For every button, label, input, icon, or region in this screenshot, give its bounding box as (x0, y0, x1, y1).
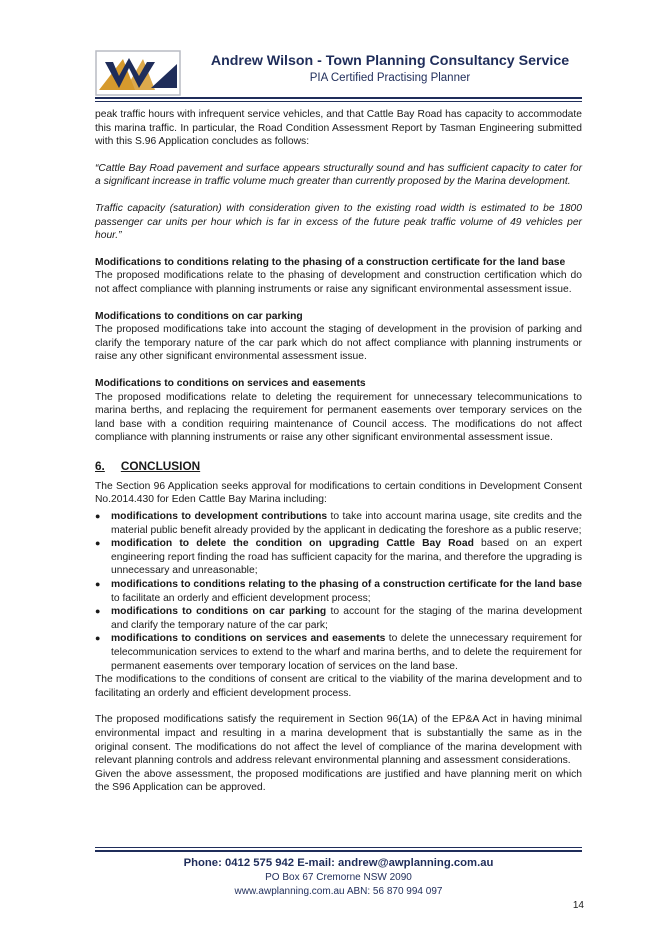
list-item-bold: modification to delete the condition on upgrading Cattle Bay Road (111, 538, 474, 550)
list-item (95, 605, 582, 632)
subheading-services: Modifications to conditions on services and easements (95, 377, 366, 389)
list-item-text: to take into account marina usage, site credits and the material public benefit already provided by the applicant in dedicating the foreshore as a public reserve; (111, 511, 582, 536)
header-rule-thin (95, 101, 582, 102)
list-item-bold: modifications to conditions on services and easements (111, 633, 386, 645)
list-item-text: to facilitate an orderly and efficient development process; (111, 592, 371, 604)
bullet-icon: ● (95, 511, 101, 522)
letterhead-title: Andrew Wilson - Town Planning Consultancy Service (210, 53, 570, 69)
paragraph-critical: The modifications to the conditions of consent are critical to the viability of the marina development and to facilitating an orderly and efficient development process. (95, 674, 582, 699)
footer-address: PO Box 67 Cremorne NSW 2090 (265, 872, 412, 883)
quote-paragraph-2: Traffic capacity (saturation) with consideration given to the existing road width is estimated to be 1800 passenger car units per hour which is far in excess of the future peak traffic volume of 49 vehicles per hour.” (95, 202, 582, 242)
section-heading (95, 458, 582, 474)
bullet-icon: ● (95, 579, 101, 590)
list-item-bold: modifications to development contributions (111, 511, 328, 523)
subheading-phasing: Modifications to conditions relating to the phasing of a construction certificate for the land base (95, 256, 566, 268)
paragraph-phasing: The proposed modifications relate to the phasing of development and construction certification which do not affect compliance with planning instruments or raise any significant environmental assessment issue. (95, 270, 582, 295)
footer (95, 856, 582, 899)
list-item-text: to account for the staging of the marina development and clarify the temporary nature of the car park; (111, 606, 582, 631)
conclusion-intro: The Section 96 Application seeks approval for modifications to certain conditions in Development Consent No.2014.430 for Eden Cattle Bay Marina including: (95, 480, 582, 506)
bullet-icon: ● (95, 606, 101, 617)
list-item-text: to delete the unnecessary requirement for telecommunication services to extend to the wharf and marina berths, and to delete the requirement for permanent easements over temporary location of services on the land base. (111, 633, 582, 672)
paragraph-satisfy: The proposed modifications satisfy the requirement in Section 96(1A) of the EP&A Act in having minimal environmental impact and resulting in a marina development that is substantially the same as in the original consent. The modifications do not affect the level of compliance of the marina development with relevant planning controls and address relevant environmental planning and assessment considerations. (95, 714, 582, 767)
paragraph-car-parking: The proposed modifications take into account the staging of development in the provision of parking and clarify the temporary nature of the car park which do not affect compliance with planning instruments or raise any other significant environmental assessment issue. (95, 324, 582, 363)
header-rule-thick (95, 97, 582, 99)
bullet-icon: ● (95, 633, 101, 644)
letterhead-subtitle: PIA Certified Practising Planner (309, 72, 471, 84)
list-item (95, 632, 582, 673)
intro-paragraph: peak traffic hours with infrequent service vehicles, and that Cattle Bay Road has capacity to accommodate this marina traffic. In particular, the Road Condition Assessment Report by Tasman Engineering submitted with this S.96 Application concludes as follows: (95, 109, 582, 148)
paragraph-services: The proposed modifications relate to deleting the requirement for unnecessary telecommunications to marina berths, and replacing the requirement for permanent easements over temporary services on the land base with a condition requiring maintenance of Council access. The modifications do not affect compliance with planning instruments or raise any other significant environmental assessment issue. (95, 391, 582, 444)
page-body (95, 108, 582, 795)
footer-rule-thick (95, 850, 582, 852)
company-logo (95, 50, 181, 96)
list-item-bold: modifications to conditions on car parking (111, 606, 327, 618)
quote-paragraph-1: “Cattle Bay Road pavement and surface appears structurally sound and has sufficient capacity to cater for a significant increase in traffic volume much greater than currently proposed by the Marina development. (95, 162, 582, 188)
list-item-bold: modifications to conditions relating to the phasing of a construction certificate for the land base (111, 579, 582, 591)
list-item (95, 537, 582, 578)
paragraph-given: Given the above assessment, the proposed modifications are justified and have planning merit on which the S96 Application can be approved. (95, 768, 582, 794)
footer-contact: Phone: 0412 575 942 E-mail: andrew@awplanning.com.au (183, 857, 494, 869)
list-item-text: based on an expert engineering report finding the road has sufficient capacity for the marina, and therefore the upgrading is unnecessary and unreasonable; (111, 538, 582, 577)
section-number: 6. (95, 458, 105, 473)
bullet-icon: ● (95, 538, 101, 549)
page-number: 14 (572, 900, 584, 911)
list-item (95, 510, 582, 537)
subheading-car-parking: Modifications to conditions on car parking (95, 310, 303, 322)
footer-rule-thin (95, 847, 582, 848)
modifications-list (95, 510, 582, 673)
footer-web-abn: www.awplanning.com.au ABN: 56 870 994 097 (234, 886, 443, 897)
section-title: CONCLUSION (120, 458, 201, 473)
list-item (95, 578, 582, 605)
letterhead (190, 52, 590, 86)
